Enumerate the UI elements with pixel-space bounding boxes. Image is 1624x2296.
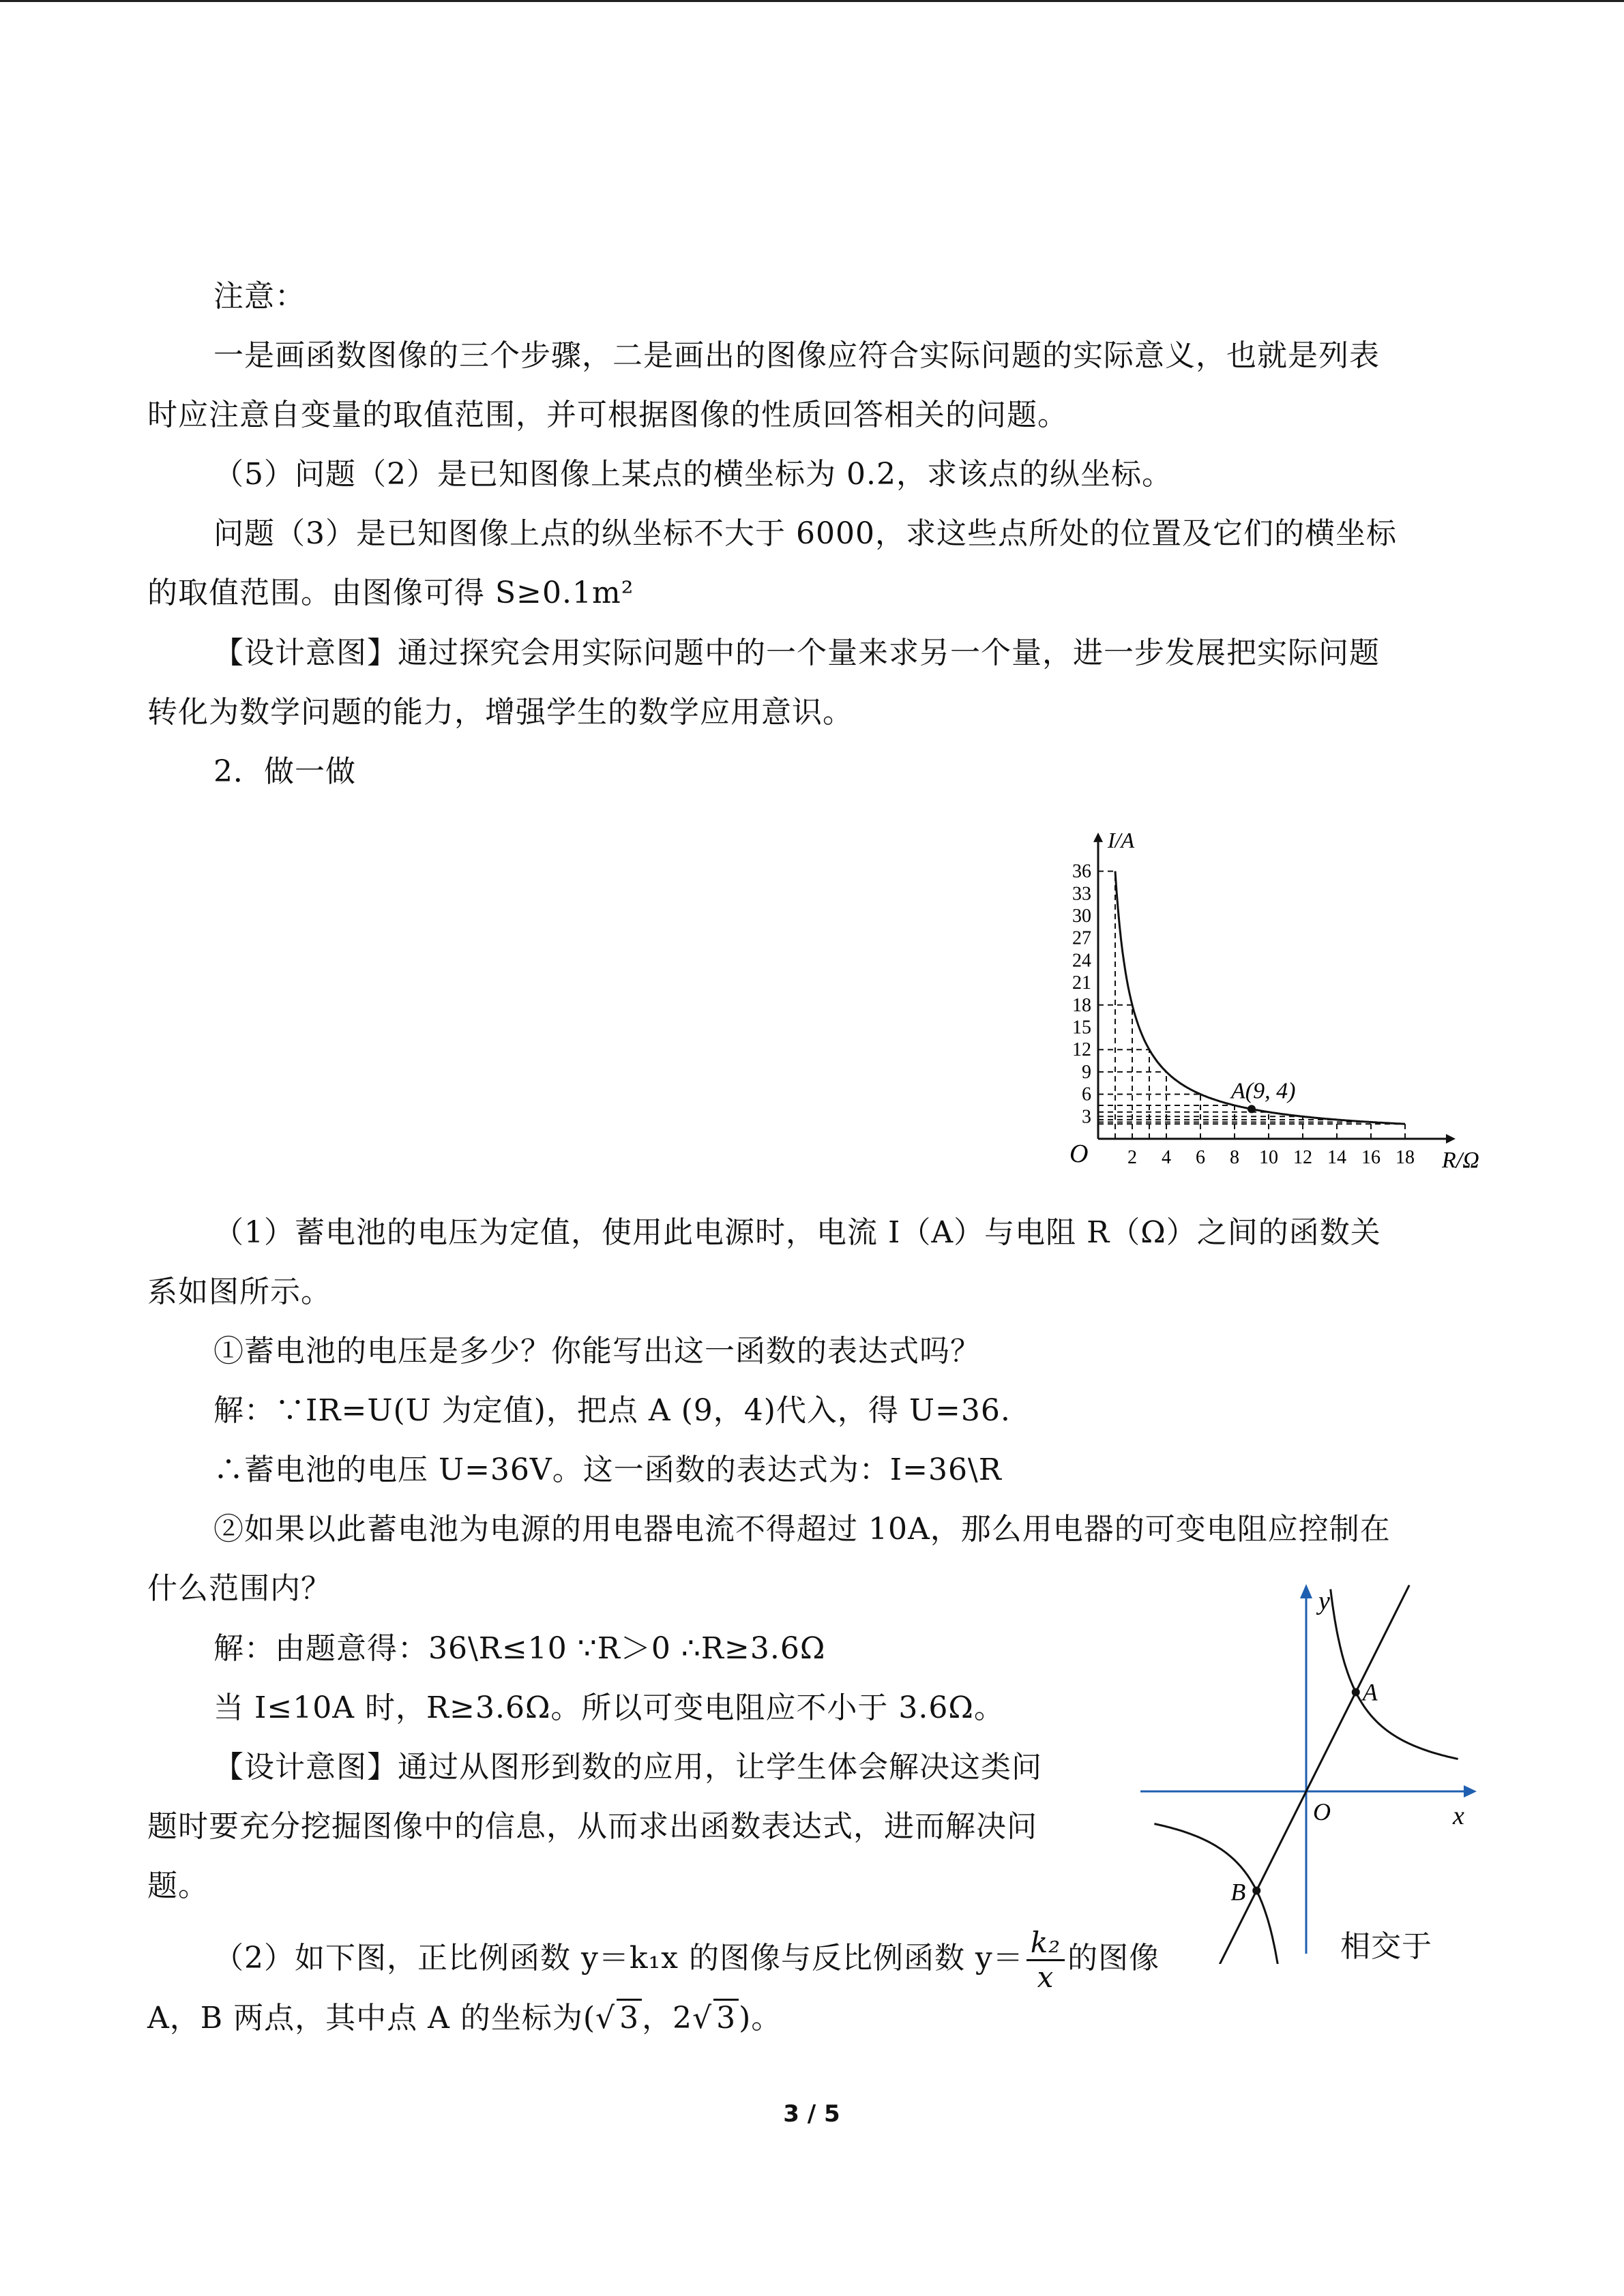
design-intent-line: 转化为数学问题的能力，增强学生的数学应用意识。 [147, 695, 853, 730]
x-tick-label: 14 [1327, 1147, 1346, 1168]
problem-line [213, 1926, 1160, 1994]
point-b-label: B [1230, 1878, 1246, 1906]
point-a-marker [1247, 1105, 1256, 1113]
problem-text: 的图像 [1067, 1941, 1160, 1976]
problem-text: )。 [739, 2001, 782, 2036]
paragraph-line: 问题（3）是已知图像上点的纵坐标不大于 6000，求这些点所处的位置及它们的横坐标 [213, 516, 1397, 551]
design-intent-line: 【设计意图】通过从图形到数的应用，让学生体会解决这类问 [213, 1750, 1042, 1785]
solution-line: 解：∵IR=U(U 为定值)，把点 A (9，4)代入，得 U=36. [213, 1393, 1011, 1428]
problem-text: （2）如下图，正比例函数 y＝k₁x 的图像与反比例函数 y＝ [213, 1941, 1024, 1976]
paragraph-line: 一是画函数图像的三个步骤，二是画出的图像应符合实际问题的实际意义，也就是列表 [213, 338, 1380, 373]
question-line: 什么范围内？ [147, 1571, 331, 1606]
question-line: ①蓄电池的电压是多少？你能写出这一函数的表达式吗？ [213, 1334, 981, 1369]
top-border-line [0, 0, 1624, 2]
x-axis-arrow [1464, 1785, 1477, 1798]
question-line: 系如图所示。 [147, 1274, 331, 1309]
design-intent-line: 【设计意图】通过探究会用实际问题中的一个量来求另一个量，进一步发展把实际问题 [213, 636, 1380, 670]
x-tick-label: 2 [1127, 1147, 1137, 1168]
x-tick-label: 16 [1361, 1147, 1381, 1168]
question-line: ②如果以此蓄电池为电源的用电器电流不得超过 10A，那么用电器的可变电阻应控制在 [213, 1512, 1391, 1547]
y-tick-label: 33 [1072, 883, 1091, 905]
sqrt-radicand: 3 [713, 1999, 739, 2036]
x-axis-label: x [1453, 1802, 1464, 1830]
paragraph-line: （5）问题（2）是已知图像上某点的横坐标为 0.2，求该点的纵坐标。 [213, 457, 1172, 492]
section-heading: 2．做一做 [213, 754, 356, 789]
fraction-denominator: x [1037, 1960, 1054, 1994]
inverse-function-branch [1154, 1824, 1282, 1965]
question-line: （1）蓄电池的电压为定值，使用此电源时，电流 I（A）与电阻 R（Ω）之间的函数关 [213, 1215, 1381, 1250]
y-axis-arrow [1093, 833, 1103, 842]
x-tick-label: 12 [1293, 1147, 1312, 1168]
point-a-label: A [1362, 1678, 1378, 1706]
page-number: 3 / 5 [783, 2100, 840, 2128]
problem-text: A，B 两点，其中点 A 的坐标为( [147, 2001, 596, 2036]
paragraph-line: 的取值范围。由图像可得 S≥0.1m² [147, 576, 634, 610]
y-axis-label: y [1318, 1587, 1330, 1615]
y-tick-label: 12 [1072, 1039, 1091, 1061]
point-a-label: A(9, 4) [1231, 1078, 1296, 1104]
current-resistance-chart [1050, 791, 1487, 1193]
problem-text-right: 相交于 [1340, 1929, 1432, 1964]
design-intent-line: 题。 [147, 1868, 209, 1903]
solution-line: 解：由题意得：36\R≤10 ∵R＞0 ∴R≥3.6Ω [213, 1631, 826, 1666]
y-tick-label: 24 [1072, 950, 1091, 972]
proportional-function-line [1211, 1585, 1409, 1964]
paragraph-line: 时应注意自变量的取值范围，并可根据图像的性质回答相关的问题。 [147, 398, 1068, 432]
x-axis-arrow [1446, 1134, 1456, 1144]
y-axis-arrow [1300, 1584, 1312, 1598]
design-intent-line: 题时要充分挖掘图像中的信息，从而求出函数表达式，进而解决问 [147, 1809, 1037, 1844]
problem-line: A，B 两点，其中点 A 的坐标为(√ 3，2√ 3)。 [147, 1998, 782, 2039]
y-tick-label: 18 [1072, 994, 1091, 1016]
origin-label: O [1313, 1798, 1331, 1825]
sqrt-radicand: 3 [617, 1999, 642, 2036]
x-axis-label: R/Ω [1442, 1148, 1479, 1173]
solution-line: 当 I≤10A 时，R≥3.6Ω。所以可变电阻应不小于 3.6Ω。 [213, 1690, 1005, 1725]
fraction-k2-over-x [1027, 1926, 1065, 1994]
y-tick-label: 21 [1072, 972, 1091, 994]
y-axis-label: I/A [1108, 827, 1135, 852]
y-tick-label: 36 [1072, 861, 1091, 882]
x-tick-label: 8 [1230, 1147, 1239, 1168]
problem-text: ，2 [642, 2001, 693, 2036]
y-tick-label: 9 [1082, 1061, 1091, 1083]
x-tick-label: 10 [1259, 1147, 1278, 1168]
chart2-plot [1140, 1584, 1477, 1964]
y-tick-label: 3 [1082, 1106, 1091, 1128]
solution-line: ∴蓄电池的电压 U=36V。这一函数的表达式为：I=36\R [213, 1452, 1002, 1487]
y-tick-label: 27 [1072, 927, 1091, 949]
point-b-marker [1252, 1886, 1260, 1894]
x-tick-label: 6 [1196, 1147, 1205, 1168]
origin-label: O [1069, 1139, 1089, 1168]
chart1-plot [1069, 828, 1479, 1173]
y-tick-label: 6 [1082, 1084, 1091, 1105]
note-heading: 注意： [213, 279, 306, 314]
y-tick-label: 15 [1072, 1017, 1091, 1039]
x-tick-label: 4 [1162, 1147, 1171, 1168]
point-a-marker [1352, 1688, 1360, 1697]
x-tick-label: 18 [1396, 1147, 1415, 1168]
intersection-graph [1132, 1582, 1487, 1964]
fraction-numerator: k₂ [1027, 1926, 1065, 1961]
y-tick-label: 30 [1072, 906, 1091, 927]
